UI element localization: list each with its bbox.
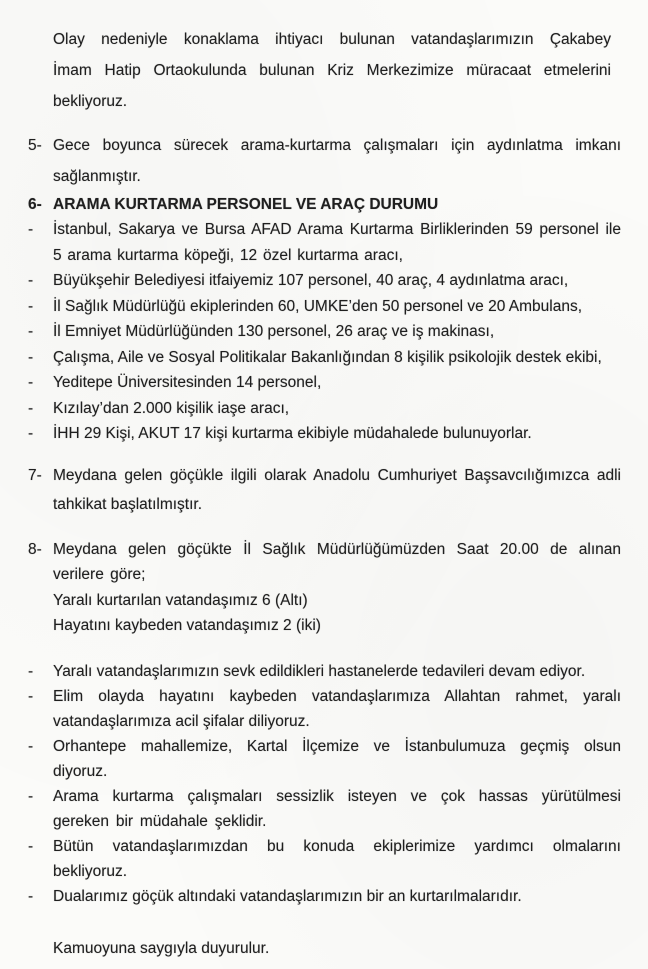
dash-marker: - — [28, 399, 34, 417]
list-item-text: İHH 29 Kişi, AKUT 17 kişi kurtarma ekibiyle müdahalede bulunuyorlar. — [53, 425, 532, 442]
dash-marker: - — [28, 348, 34, 366]
section-6-number: 6- — [28, 196, 42, 213]
dash-marker: - — [28, 323, 34, 340]
dash-marker: - — [28, 272, 34, 289]
list-item-text: Orhantepe mahallemize, Kartal İlçemize ve İstanbulumuza geçmiş olsun diyoruz. — [53, 737, 621, 780]
list-item — [28, 217, 621, 268]
item-8-body — [53, 537, 621, 639]
list-item — [28, 268, 621, 294]
section-6-heading-row — [28, 192, 621, 217]
list-item-text: Arama kurtarma çalışmaları sessizlik isteyen ve çok hassas yürütülmesi gereken bir müdahale şeklidir. — [53, 787, 621, 830]
dash-marker: - — [28, 374, 34, 391]
item-7-text: Meydana gelen göçükle ilgili olarak Anadolu Cumhuriyet Başsavcılığımızca adli tahkikat başlatılmıştır. — [53, 466, 621, 513]
list-item-text: Kızılay’dan 2.000 kişilik iaşe aracı, — [53, 399, 290, 417]
list-item-text: İl Emniyet Müdürlüğünden 130 personel, 26 araç ve iş makinası, — [53, 323, 495, 340]
list-item-text: Elim olayda hayatını kaybeden vatandaşlarımıza Allahtan rahmet, yaralı vatandaşlarımıza acil şifalar diliyoruz. — [53, 687, 621, 730]
list-item-text: Yaralı vatandaşlarımızın sevk edildikleri hastanelerde tedavileri devam ediyor. — [53, 662, 586, 680]
dash-marker: - — [28, 297, 34, 315]
dash-marker: - — [28, 221, 34, 238]
dash-marker: - — [28, 687, 34, 705]
dash-marker: - — [28, 737, 34, 755]
list-item — [28, 834, 621, 884]
list-item — [28, 659, 621, 684]
dash-marker: - — [28, 425, 34, 442]
dash-marker: - — [28, 887, 34, 905]
item-7-number: 7- — [28, 466, 42, 484]
list-item — [28, 319, 621, 345]
list-item-text: Bütün vatandaşlarımızdan bu konuda ekiplerimize yardımcı olmalarını bekliyoruz. — [53, 837, 621, 880]
closing-statement: Kamuoyuna saygıyla duyurulur. — [53, 939, 270, 957]
dash-marker: - — [28, 662, 34, 680]
list-item — [28, 784, 621, 834]
list-item-text: Yeditepe Üniversitesinden 14 personel, — [53, 374, 322, 391]
list-item-text: Çalışma, Aile ve Sosyal Politikalar Bakanlığından 8 kişilik psikolojik destek ekibi, — [53, 348, 602, 366]
closing-remarks-list — [28, 659, 621, 909]
dash-marker: - — [28, 837, 34, 855]
list-item — [28, 345, 621, 371]
list-item-text: İstanbul, Sakarya ve Bursa AFAD Arama Kurtarma Birliklerinden 59 personel ile 5 arama kurtarma köpeği, 12 özel kurtarma aracı, — [53, 221, 621, 264]
list-item — [28, 684, 621, 734]
list-item — [28, 370, 621, 396]
list-item-text: Büyükşehir Belediyesi itfaiyemiz 107 personel, 40 araç, 4 aydınlatma aracı, — [53, 272, 569, 289]
rescue-resources-list — [28, 217, 621, 447]
casualty-detail-line: Yaralı kurtarılan vatandaşımız 6 (Altı) — [53, 591, 308, 609]
list-item — [28, 396, 621, 422]
item-5 — [28, 130, 621, 192]
item-8-text: Meydana gelen göçükte İl Sağlık Müdürlüğümüzden Saat 20.00 de alınan verilere göre; — [53, 540, 621, 583]
list-item — [28, 421, 621, 447]
list-item — [28, 884, 621, 909]
list-item — [28, 734, 621, 784]
dash-marker: - — [28, 787, 34, 805]
casualty-detail-line: Hayatını kaybeden vatandaşımız 2 (iki) — [53, 617, 321, 634]
list-item-text: Dualarımız göçük altındaki vatandaşlarımızın bir an kurtarılmalarıdır. — [53, 887, 522, 905]
item-7 — [28, 461, 621, 519]
intro-paragraph: Olay nedeniyle konaklama ihtiyacı bulunan vatandaşlarımızın Çakabey İmam Hatip Ortaokulunda bulunan Kriz Merkezimize müracaat etmelerini bekliyoruz. — [53, 31, 611, 110]
item-8 — [28, 537, 621, 639]
list-item — [28, 294, 621, 320]
section-6-heading: ARAMA KURTARMA PERSONEL VE ARAÇ DURUMU — [53, 196, 439, 213]
item-5-text: Gece boyunca sürecek arama-kurtarma çalışmaları için aydınlatma imkanı sağlanmıştır. — [53, 137, 621, 185]
item-5-number: 5- — [28, 137, 42, 154]
list-item-text: İl Sağlık Müdürlüğü ekiplerinden 60, UMKE’den 50 personel ve 20 Ambulans, — [53, 297, 583, 315]
item-8-number: 8- — [28, 540, 42, 558]
